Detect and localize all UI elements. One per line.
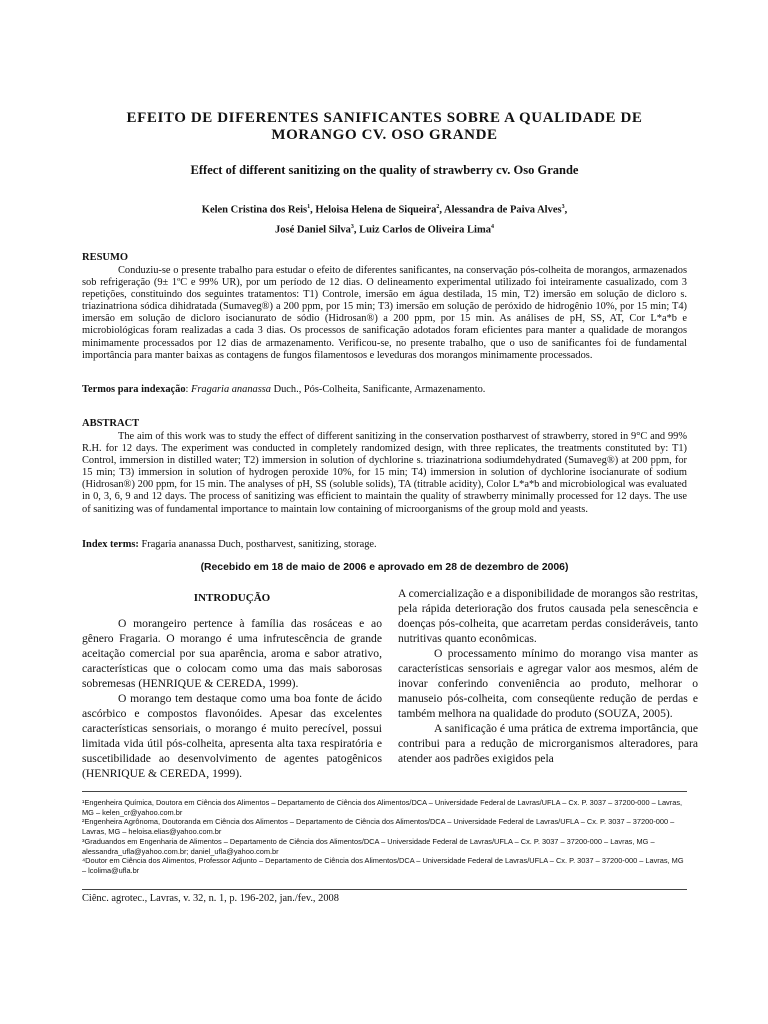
right-column bbox=[398, 586, 698, 766]
termos-species: Fragaria ananassa bbox=[191, 384, 271, 395]
resumo-heading: RESUMO bbox=[82, 252, 129, 263]
paper-title bbox=[82, 110, 687, 144]
author-name: Alessandra de Paiva Alves bbox=[444, 204, 562, 216]
author-line-2: José Daniel Silva$^3$, Luiz Carlos de Oliveira Lima$^4$ bbox=[275, 223, 494, 235]
intro-paragraph bbox=[82, 691, 382, 781]
intro-paragraph bbox=[398, 586, 698, 646]
footnote-2: ²Engenheira Agrônoma, Doutoranda em Ciência dos Alimentos – Departamento de Ciência dos Alimentos/DCA – Universidade Federal de Lavras/UFLA – Cx. P. 3037 – 37200-000 – Lavras, MG – heloisa.elias@yahoo.com.br bbox=[82, 817, 675, 837]
intro-paragraph bbox=[398, 646, 698, 721]
author-sup: 3 bbox=[350, 223, 354, 230]
title-line-1: EFEITO DE DIFERENTES SANIFICANTES SOBRE A QUALIDADE DE bbox=[126, 110, 643, 126]
intro-left-p1: O morangeiro pertence à família das rosáceas e ao gênero Fragaria. O morango é uma infrutescência de grande aceitação comercial por sua aparência, aroma e sabor atrativo, características que o colocam como uma das mais saborosas sobremesas (HENRIQUE & CEREDA, 1999). bbox=[82, 617, 382, 690]
author-sup: 2 bbox=[436, 204, 440, 210]
footnote-divider bbox=[82, 791, 687, 792]
intro-paragraph bbox=[82, 616, 382, 691]
termos-rest: Duch., Pós-Colheita, Sanificante, Armazenamento. bbox=[271, 384, 486, 395]
footnote-1: ¹Engenheira Química, Doutora em Ciência dos Alimentos – Departamento de Ciência dos Alimentos/DCA – Universidade Federal de Lavras/UFLA – Cx. P. 3037 – 37200-000 – Lavras, MG – kelen_cr@yahoo.com.br bbox=[82, 798, 683, 817]
journal-divider bbox=[82, 889, 687, 890]
intro-paragraph bbox=[398, 721, 698, 766]
intro-right-p2: O processamento mínimo do morango visa manter as características sensoriais e agregar valor aos mesmos, além de inovar conferindo conveniência ao produto, melhorar o manuseio pós-colheita, com conseqüente redução de perdas e também melhora na qualidade do produto (SOUZA, 2005). bbox=[398, 647, 698, 720]
abstract-body: The aim of this work was to study the effect of different sanitizing in the conservation postharvest of strawberry, stored in 9°C and 99% R.H. for 12 days. The experiment was conducted in completely randomized design, with three replicates, the treatments constituted by: T1) Control, immersion in distilled water; T2) immersion in solution of dychlorine s. triazinatriona sodiumdehydrated (Sumaveg®) at 200 ppm, for 15 min; T3) immersion in solution of hydrogen peroxide 10%, for 15 min; T4) immersion in solution of dychlorine isocianurate of sodium (Hidrosan®) 200 ppm, for 15 min. The analyses of pH, SS (soluble solids), TA (titrable acidity), Color L*a*b and microbiological was evaluated in 0, 3, 6, 9 and 12 days. The process of sanitizing was efficient to maintain the quality of strawberry minimally processed for 12 days. The use of sanitizing was of fundamental importance to maintain low containing of microorganisms of the group mold and yeasts. bbox=[82, 431, 687, 515]
intro-right-p3: A sanificação é uma prática de extrema importância, que contribui para a redução de microrganismos alteradores, para atender aos padrões exigidos pela bbox=[398, 722, 698, 765]
footnotes bbox=[82, 798, 687, 876]
author-name: Heloisa Helena de Siqueira bbox=[315, 204, 437, 216]
termos-label: Termos para indexação bbox=[82, 384, 186, 395]
intro-right-p1: A comercialização e a disponibilidade de morangos são restritas, pela rápida deterioração dos frutos causada pela senescência e doenças pós-colheita, que acarretam perdas consideráveis, tanto nutritivas quanto econômicas. bbox=[398, 587, 698, 645]
author-name: Luiz Carlos de Oliveira Lima bbox=[359, 224, 491, 235]
index-terms-label: Index terms: bbox=[82, 539, 139, 550]
author-line-1: Kelen Cristina dos Reis$^1$, Heloisa Helena de Siqueira$^2$, Alessandra de Paiva Alves$^3$, bbox=[201, 204, 568, 216]
left-column bbox=[82, 585, 382, 781]
intro-left-p2: O morango tem destaque como uma boa fonte de ácido ascórbico e compostos flavonóides. Apesar das excelentes características sensoriais, o morango é muito perecível, possui limitada vida útil pós-colheita, apresenta alta taxa respiratória e suscetibilidade ao desenvolvimento de agentes patogênicos (HENRIQUE & CEREDA, 1999). bbox=[82, 692, 382, 780]
footnote-3: ³Graduandos em Engenharia de Alimentos – Departamento de Ciência dos Alimentos/DCA – Universidade Federal de Lavras/UFLA – Cx. P. 3037 – 37200-000 – Lavras, MG – alessandra_ufla@yahoo.com.br; daniel_ufla@yahoo.com.br bbox=[82, 836, 655, 856]
author-list bbox=[82, 199, 687, 238]
index-terms-text: Fragaria ananassa Duch, postharvest, sanitizing, storage. bbox=[138, 539, 377, 550]
footnote-4: ⁴Doutor em Ciência dos Alimentos, Professor Adjunto – Departamento de Ciência dos Alimentos/DCA – Universidade Federal de Lavras/UFLA – Cx. P. 3037 – 37200-000 – Lavras, MG – lcolima@ufla.br bbox=[82, 856, 684, 875]
abstract-text bbox=[82, 431, 687, 516]
abstract-heading: ABSTRACT bbox=[82, 418, 140, 429]
intro-heading: INTRODUÇÃO bbox=[193, 592, 271, 604]
author-name: Kelen Cristina dos Reis bbox=[201, 204, 308, 216]
journal-citation: Ciênc. agrotec., Lavras, v. 32, n. 1, p. 196-202, jan./fev., 2008 bbox=[82, 893, 339, 904]
index-terms bbox=[82, 539, 687, 550]
resumo-text bbox=[82, 265, 687, 362]
author-sup: 1 bbox=[307, 204, 311, 210]
resumo-body: Conduziu-se o presente trabalho para estudar o efeito de diferentes sanificantes, na conservação pós-colheita de morangos, armazenados sob refrigeração (9± 1ºC e 99% UR), por um período de 12 dias. O delineamento experimental utilizado foi inteiramente casualizado, com 3 repetições, constituindo dos seguintes tratamentos: T1) Controle, imersão em água destilada, 15 min, T2) imersão em solução de dicloro s. triazinatriona sódica dihidratada (Sumaveg®) a 200 ppm, por 15 min; T3) imersão em solução de peróxido de hidrogênio 10%, por 15 min; T4) imersão em solução de dicloro isocianurato de sódio (Hidrosan®) a 200 ppm, por 15 min. As análises de pH, SS, AT, Cor L*a*b e microbiológicas foram realizadas a cada 3 dias. Os processos de sanificação adotados foram eficientes para manter a qualidade de morangos minimamente processados por 12 dias de armazenamento. Verificou-se, no presente trabalho, que o uso de sanificantes foi de fundamental importância para manter baixas as contagens de fungos filamentosos e leveduras dos morangos minimamente processados. bbox=[82, 265, 687, 361]
title-line-2: MORANGO CV. OSO GRANDE bbox=[271, 127, 498, 143]
author-name: José Daniel Silva bbox=[275, 224, 351, 235]
author-sup: 3 bbox=[561, 204, 565, 210]
received-dates: (Recebido em 18 de maio de 2006 e aprovado em 28 de dezembro de 2006) bbox=[200, 562, 569, 573]
termos-indexacao: Termos para indexação: Fragaria ananassa Duch., Pós-Colheita, Sanificante, Armazenamento. bbox=[82, 384, 486, 395]
english-title: Effect of different sanitizing on the quality of strawberry cv. Oso Grande bbox=[190, 163, 579, 177]
author-sup: 4 bbox=[490, 223, 494, 230]
